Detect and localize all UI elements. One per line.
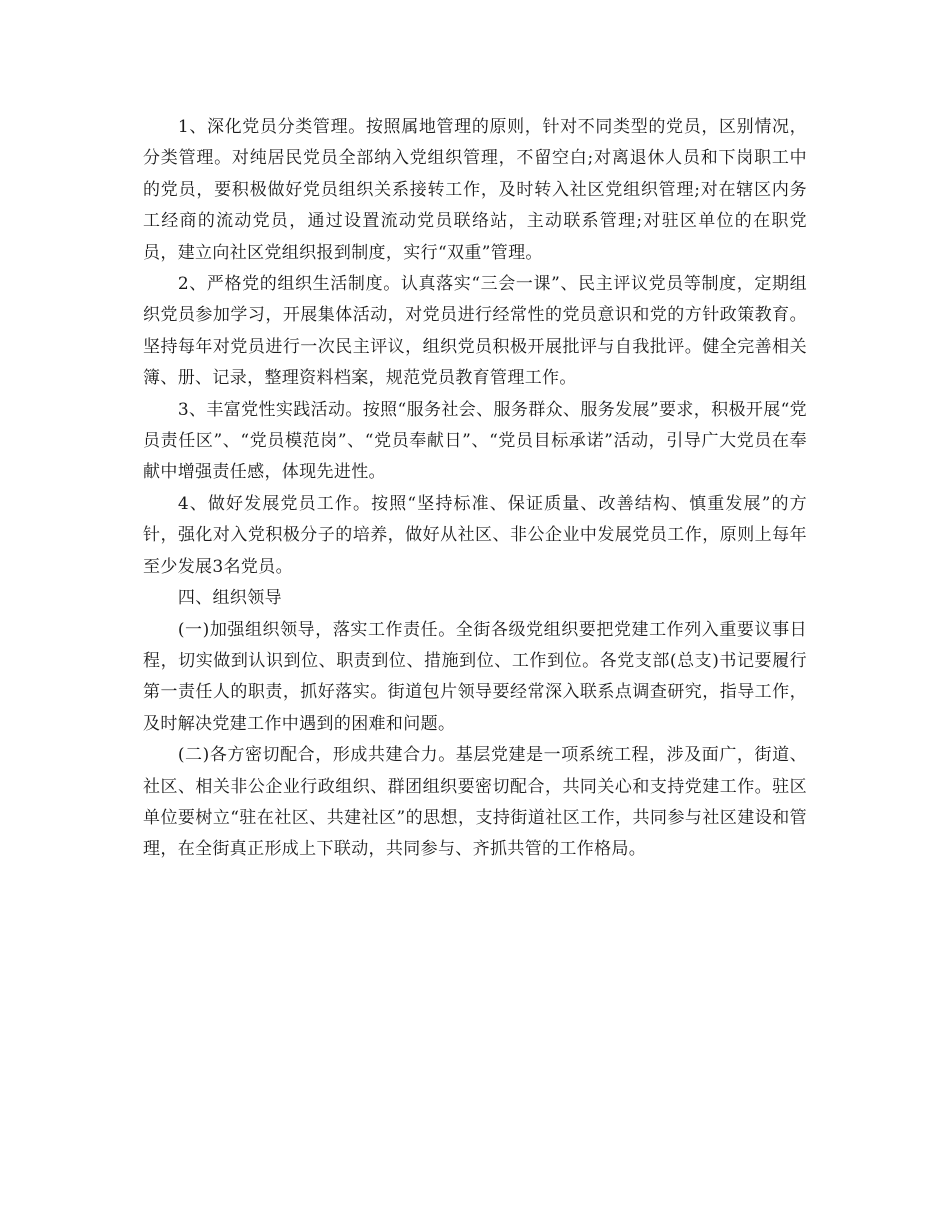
paragraph-organizational-life: 2、严格党的组织生活制度。认真落实“三会一课”、民主评议党员等制度，定期组织党员参加学习，开展集体活动，对党员进行经常性的党员意识和党的方针政策教育。坚持每年对党员进行一次民主评议，组织党员积极开展批评与自我批评。健全完善相关簿、册、记录，整理资料档案，规范党员教育管理工作。	[143, 274, 807, 389]
paragraph-party-member-classification: 1、深化党员分类管理。按照属地管理的原则，针对不同类型的党员，区别情况，分类管理。对纯居民党员全部纳入党组织管理，不留空白;对离退休人员和下岗职工中的党员，要积极做好党员组织关系接转工作，及时转入社区党组织管理;对在辖区内务工经商的流动党员，通过设置流动党员联络站，主动联系管理;对驻区单位的在职党员，建立向社区党组织报到制度，实行“双重”管理。	[143, 117, 807, 263]
section-heading-organization-leadership: 四、组织领导	[177, 588, 282, 609]
paragraph-cooperation: (二)各方密切配合，形成共建合力。基层党建是一项系统工程，涉及面广，街道、社区、相关非公企业行政组织、群团组织要密切配合，共同关心和支持党建工作。驻区单位要树立“驻在社区、共建社区”的思想，支持街道社区工作，共同参与社区建设和管理，在全街真正形成上下联动，共同参与、齐抓共管的工作格局。	[143, 745, 807, 860]
paragraph-practice-activities: 3、丰富党性实践活动。按照“服务社会、服务群众、服务发展”要求，积极开展“党员责任区”、“党员模范岗”、“党员奉献日”、“党员目标承诺”活动，引导广大党员在奉献中增强责任感，体现先进性。	[143, 399, 807, 483]
paragraph-member-development: 4、做好发展党员工作。按照“坚持标准、保证质量、改善结构、慎重发展”的方针，强化对入党积极分子的培养，做好从社区、非公企业中发展党员工作，原则上每年至少发展3名党员。	[143, 493, 807, 577]
paragraph-strengthen-leadership: (一)加强组织领导，落实工作责任。全街各级党组织要把党建工作列入重要议事日程，切实做到认识到位、职责到位、措施到位、工作到位。各党支部(总支)书记要履行第一责任人的职责，抓好落实。街道包片领导要经常深入联系点调查研究，指导工作，及时解决党建工作中遇到的困难和问题。	[143, 619, 807, 734]
document-body	[143, 112, 807, 866]
